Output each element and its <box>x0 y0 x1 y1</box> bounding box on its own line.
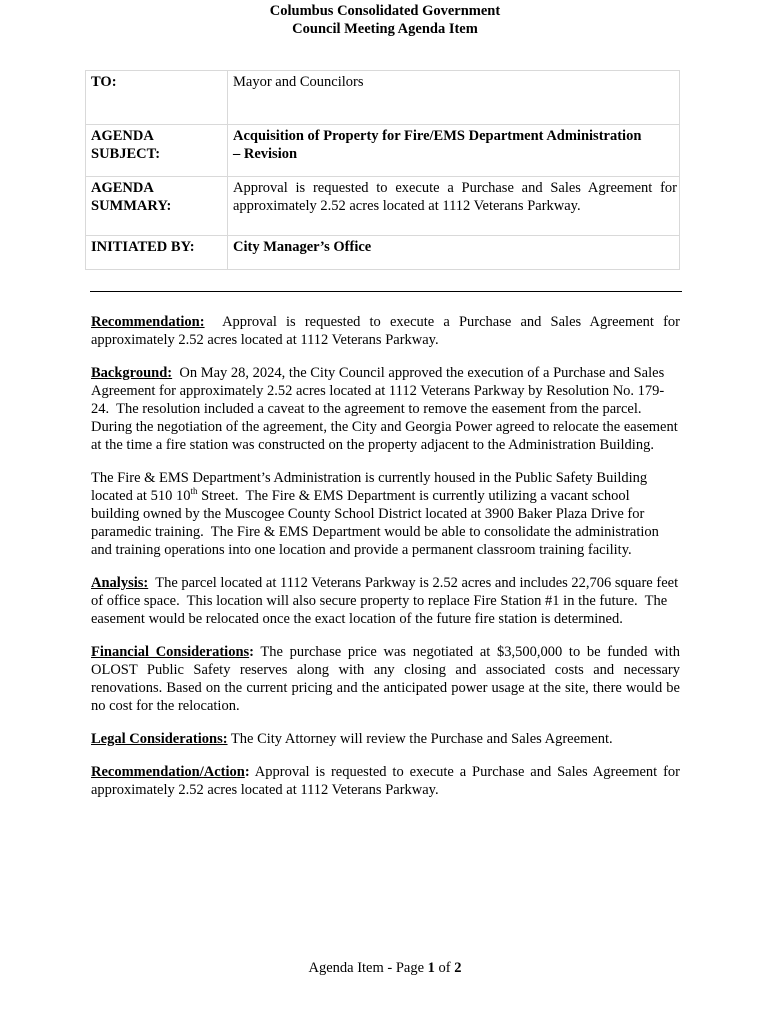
legal-paragraph <box>91 730 680 748</box>
initiated-label: INITIATED BY: <box>86 236 228 270</box>
legal-heading: Legal Considerations: <box>91 731 228 747</box>
subject-label-line2: SUBJECT: <box>91 146 161 162</box>
financial-heading: Financial Considerations <box>91 644 250 660</box>
document-header <box>0 2 770 38</box>
recommendation-paragraph <box>91 313 684 349</box>
to-value: Mayor and Councilors <box>228 71 680 125</box>
analysis-text: The parcel located at 1112 Veterans Parkway is 2.52 acres and includes 22,706 square feet of office space. This location will also secure property to replace Fire Station #1 in the future. The easement would be relocated once the exact location of the future fire station is determined. <box>91 575 682 627</box>
page-footer <box>0 960 770 977</box>
header-doc-type: Council Meeting Agenda Item <box>292 21 478 37</box>
subject-value-line1: Acquisition of Property for Fire/EMS Department Administration <box>233 128 642 144</box>
meta-row-to <box>86 71 680 125</box>
footer-prefix: Agenda Item - Page <box>308 960 428 976</box>
footer-page-total: 2 <box>454 960 462 976</box>
summary-label <box>86 177 228 236</box>
background-paragraph <box>91 364 680 454</box>
initiated-value: City Manager’s Office <box>228 236 680 270</box>
analysis-paragraph <box>91 574 680 628</box>
background-text: On May 28, 2024, the City Council approved the execution of a Purchase and Sales Agreement for approximately 2.52 acres located at 1112 Veterans Parkway by Resolution No. 179-24. The resolution included a caveat to the agreement to remove the easement from the parcel. During the negotiation of the agreement, the City and Georgia Power agreed to relocate the easement at the time a fire station was constructed on the property adjacent to the Administration Building. <box>91 365 682 453</box>
financial-paragraph <box>91 643 680 715</box>
footer-of: of <box>434 960 455 976</box>
section-divider <box>90 291 682 292</box>
summary-value: Approval is requested to execute a Purchase and Sales Agreement for approximately 2.52 acres located at 1112 Veterans Parkway. <box>228 177 680 236</box>
to-label: TO: <box>86 71 228 125</box>
meta-row-subject <box>86 125 680 177</box>
subject-value-line2: – Revision <box>233 146 298 162</box>
subject-label <box>86 125 228 177</box>
document-body <box>91 313 684 814</box>
meta-row-initiated <box>86 236 680 270</box>
footer-page-number: 1 <box>427 960 435 976</box>
action-paragraph <box>91 763 680 799</box>
fire-ems-paragraph <box>91 469 680 559</box>
financial-text: The purchase price was negotiated at $3,500,000 to be funded with OLOST Public Safety reserves along with any closing and associated costs and necessary renovations. Based on the current pricing and the anticipated power usage at the site, there would be no cost for the relocation. <box>91 644 680 714</box>
action-heading: Recommendation/Action <box>91 764 245 780</box>
financial-colon: : <box>249 644 254 660</box>
action-text: Approval is requested to execute a Purchase and Sales Agreement for approximately 2.52 acres located at 1112 Veterans Parkway. <box>91 764 680 798</box>
header-organization: Columbus Consolidated Government <box>269 3 501 19</box>
subject-value <box>228 125 680 177</box>
agenda-meta-table <box>85 70 680 270</box>
legal-text: The City Attorney will review the Purchase and Sales Agreement. <box>227 731 613 747</box>
recommendation-text: Approval is requested to execute a Purchase and Sales Agreement for approximately 2.52 acres located at 1112 Veterans Parkway. <box>91 314 684 348</box>
fire-ems-text-b: Street. The Fire & EMS Department is currently utilizing a vacant school building owned by the Muscogee County School District located at 3900 Baker Plaza Drive for paramedic training. The Fire & EMS Department would be able to consolidate the administration and training operations into one location and provide a permanent classroom training facility. <box>91 488 663 558</box>
action-colon: : <box>244 764 250 780</box>
summary-label-line2: SUMMARY: <box>91 198 172 214</box>
fire-ems-text-a: The Fire & EMS Department’s Administration is currently housed in the Public Safety Building located at 510 10 <box>91 470 648 504</box>
summary-label-line1: AGENDA <box>91 180 154 196</box>
subject-label-line1: AGENDA <box>91 128 154 144</box>
meta-row-summary <box>86 177 680 236</box>
background-heading: Background: <box>91 365 173 381</box>
recommendation-heading: Recommendation: <box>91 314 205 330</box>
fire-ems-superscript: th <box>190 486 198 497</box>
analysis-heading: Analysis: <box>91 575 149 591</box>
